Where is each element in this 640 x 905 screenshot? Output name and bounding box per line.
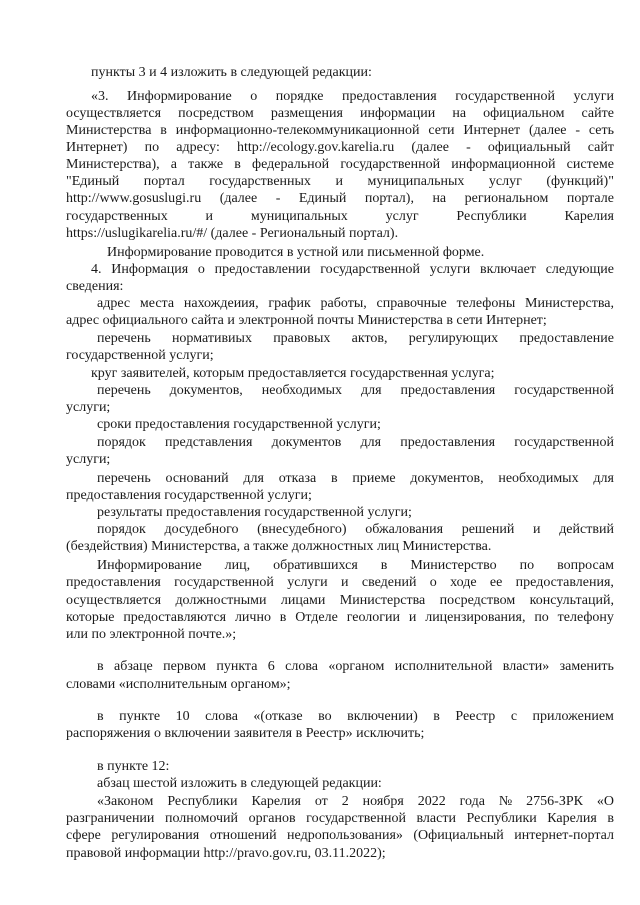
word: Карелия (564, 209, 614, 224)
word: о (197, 262, 205, 277)
word: государственной (174, 575, 274, 590)
word: официальный (487, 140, 571, 155)
word: (далее (411, 140, 449, 155)
word: информационной (451, 157, 556, 172)
word: (далее (219, 191, 258, 206)
text-line (97, 793, 614, 811)
word: и (533, 522, 541, 537)
word: информации (359, 106, 436, 121)
word: и (341, 575, 349, 590)
word: портал (143, 174, 185, 189)
word: заменить (559, 659, 614, 674)
text-line: услуги; (66, 400, 111, 415)
word: о (429, 575, 437, 590)
word: Информирование (97, 558, 202, 573)
word: http://ecology.gov.karelia.ru (237, 140, 395, 155)
word: Министерства (66, 123, 152, 138)
word: консультаций, (529, 593, 614, 608)
word: Карелия (251, 794, 301, 809)
word: оснований (165, 471, 229, 486)
word: 4. (91, 262, 102, 277)
word: включении) (347, 709, 418, 724)
word: лицензирования, (425, 610, 526, 625)
word: от (314, 794, 328, 809)
word: «органом (328, 659, 385, 674)
word: телефону (557, 610, 614, 625)
word: нахождеиия, (183, 296, 259, 311)
word: в (97, 659, 104, 674)
word: правовых (273, 331, 331, 346)
word: "Единый (66, 174, 120, 189)
word: по (534, 610, 549, 625)
word: государственной (514, 383, 614, 398)
word: обратившихся (273, 558, 358, 573)
text-line (66, 574, 614, 592)
word: приложением (532, 709, 614, 724)
word: адрес (97, 296, 131, 311)
text-line (97, 470, 614, 488)
word: «О (596, 794, 614, 809)
word: органов (248, 811, 296, 826)
word: портале (566, 191, 614, 206)
word: представления (165, 435, 253, 450)
word: муниципальных (367, 174, 465, 189)
word: включает (480, 262, 536, 277)
word: предоставляются (123, 610, 227, 625)
word: обжалования (365, 522, 444, 537)
text-line (97, 658, 614, 676)
text-line: словами «исполнительным органом»; (66, 677, 291, 692)
word: 2756-ЗРК (526, 794, 583, 809)
word: сайт (587, 140, 614, 155)
word: досудебного (164, 522, 239, 537)
word: Информирование (127, 89, 232, 104)
word: в (234, 157, 241, 172)
text-line: государственной услуги; (66, 348, 214, 363)
word: пункта (216, 659, 258, 674)
word: услуг (385, 209, 419, 224)
word: услуги (573, 89, 614, 104)
word: в (279, 610, 287, 625)
word: портал), (364, 191, 414, 206)
word: (внесудебного) (257, 522, 347, 537)
word: в (97, 709, 104, 724)
word: перечень (97, 331, 151, 346)
text-line: сведения: (66, 279, 124, 294)
word: на (452, 106, 467, 121)
word: Карелия (547, 811, 597, 826)
word: по (144, 140, 160, 155)
word: в (330, 471, 338, 486)
word: официальном (483, 106, 565, 121)
word: Отделе (295, 610, 338, 625)
text-line (66, 190, 614, 208)
word: недропользования» (287, 828, 403, 843)
word: адресу: (176, 140, 220, 155)
word: системе (566, 157, 614, 172)
word: порядок (97, 435, 146, 450)
word: предоставления, (515, 575, 614, 590)
word: власти (416, 811, 456, 826)
word: места (139, 296, 175, 311)
word: в (160, 123, 167, 138)
word: - (466, 140, 471, 155)
text-line (97, 330, 614, 348)
word: Министерства (339, 593, 426, 608)
word: федеральной (252, 157, 330, 172)
word: работы, (320, 296, 367, 311)
word: в (433, 709, 440, 724)
text-line: правовой информации http://pravo.gov.ru, 03.11.2022); (66, 846, 386, 861)
word: должностными (175, 593, 267, 608)
word: порядок (97, 522, 146, 537)
word: которые (66, 610, 115, 625)
text-line (97, 521, 614, 539)
word: и (205, 209, 214, 224)
word: осуществляется (66, 593, 162, 608)
word: отношений (209, 828, 277, 843)
word: телефоны (456, 296, 516, 311)
text-line (66, 810, 614, 828)
word: (функций)" (546, 174, 614, 189)
word: Республики (167, 794, 238, 809)
word: первом (163, 659, 206, 674)
word: нормативиых (171, 331, 252, 346)
word: вопросам (557, 558, 614, 573)
word: (далее (528, 123, 567, 138)
text-line: результаты предоставления государственной услуги; (97, 505, 412, 520)
text-line: услуги; (66, 452, 111, 467)
word: для (360, 383, 382, 398)
word: перечень (97, 471, 151, 486)
word: Министерства), (66, 157, 160, 172)
word: государственной (306, 811, 406, 826)
word: следующие (545, 262, 614, 277)
word: во (318, 709, 332, 724)
word: Республики (456, 209, 527, 224)
word: Республики (466, 811, 537, 826)
word: 2 (341, 794, 349, 809)
word: http://www.gosuslugi.ru (66, 191, 202, 206)
word: Информация (111, 262, 189, 277)
word: ноября (362, 794, 404, 809)
word: государственных (209, 174, 311, 189)
word: в (380, 558, 388, 573)
word: - (275, 191, 281, 206)
word: региональном (464, 191, 549, 206)
text-line (66, 156, 614, 174)
text-line: круг заявителей, которым предоставляется государственная услуга; (91, 366, 495, 381)
word: для (360, 435, 382, 450)
word: приеме (352, 471, 396, 486)
word: услуги (429, 262, 471, 277)
word: абзаце (113, 659, 153, 674)
word: решений (461, 522, 515, 537)
word: услуги (287, 575, 328, 590)
word: Интернет (463, 123, 521, 138)
text-line: в пункте 12: (97, 759, 170, 774)
word: ходе (450, 575, 477, 590)
word: справочные (376, 296, 447, 311)
text-line (66, 173, 614, 191)
text-line (66, 105, 614, 123)
word: интернет-портал (514, 828, 614, 843)
word: ее (489, 575, 503, 590)
word: документов, (410, 471, 484, 486)
word: Интернет) (66, 140, 128, 155)
text-line (97, 434, 614, 452)
word: Министерства, (525, 296, 614, 311)
word: слова (285, 659, 318, 674)
word: необходимых (498, 471, 579, 486)
word: а (170, 157, 177, 172)
word: посредством (439, 593, 516, 608)
word: (Официальный (413, 828, 504, 843)
word: полномочий (164, 811, 239, 826)
text-line (97, 708, 614, 726)
text-line (66, 208, 614, 226)
word: осуществляется (66, 106, 162, 121)
word: регулирующих (408, 331, 499, 346)
word: информационно-телекоммуникационной (175, 123, 420, 138)
word: для (593, 471, 614, 486)
word: лицами (280, 593, 326, 608)
word: слова (205, 709, 238, 724)
word: государственных (66, 209, 168, 224)
text-line: (бездействия) Министерства, а также должностных лиц Министерства. (66, 539, 492, 554)
word: государственной (455, 89, 556, 104)
word: государственной (320, 262, 421, 277)
word: и (335, 174, 343, 189)
word: предоставлении (214, 262, 311, 277)
word: сфере (66, 828, 101, 843)
word: сайте (581, 106, 614, 121)
word: «(отказе (253, 709, 303, 724)
text-line: распоряжения о включении заявителя в Реестр» исключить; (66, 726, 425, 741)
text-line (66, 592, 614, 610)
word: в (607, 811, 614, 826)
text-line (97, 382, 614, 400)
text-line (97, 295, 614, 313)
word: актов, (351, 331, 388, 346)
word: - (575, 123, 581, 138)
word: лиц, (224, 558, 251, 573)
word: документов, (169, 383, 243, 398)
word: на (432, 191, 447, 206)
word: предоставления (400, 435, 496, 450)
word: о (250, 89, 258, 104)
word: услуг (488, 174, 522, 189)
word: сети (428, 123, 455, 138)
word: перечень (97, 383, 151, 398)
word: пункте (119, 709, 161, 724)
word: «Законом (97, 794, 154, 809)
word: предоставление (519, 331, 614, 346)
text-line: абзац шестой изложить в следующей редакции: (97, 776, 382, 791)
text-line: или по электронной почте.»; (66, 627, 237, 642)
word: также (188, 157, 224, 172)
word: для (243, 471, 264, 486)
word: исполнительной (394, 659, 493, 674)
text-line: пункты 3 и 4 изложить в следующей редакции: (91, 65, 372, 80)
word: график (268, 296, 311, 311)
word: «3. (91, 89, 109, 104)
word: по (519, 558, 535, 573)
text-line (91, 261, 614, 279)
word: муниципальных (250, 209, 348, 224)
word: предоставления (341, 89, 437, 104)
word: сеть (588, 123, 614, 138)
word: 10 (175, 709, 190, 724)
word: Министерство (410, 558, 497, 573)
text-line (97, 557, 614, 575)
word: необходимых (261, 383, 343, 398)
text-line (66, 827, 614, 845)
word: лично (234, 610, 271, 625)
text-line: адрес официального сайта и электронной почты Министерства в сети Интернет; (66, 313, 547, 328)
word: отказа (278, 471, 317, 486)
text-line: https://uslugikarelia.ru/#/ (далее - Региональный портал). (66, 226, 399, 241)
word: порядке (275, 89, 324, 104)
text-line: Информирование проводится в устной или письменной форме. (107, 245, 485, 260)
word: Единый (298, 191, 347, 206)
word: и (408, 610, 417, 625)
word: сведений (361, 575, 417, 590)
word: посредством (178, 106, 254, 121)
word: государственной (514, 435, 614, 450)
word: размещения (270, 106, 343, 121)
text-line (91, 88, 614, 106)
text-line (66, 609, 614, 627)
text-line: сроки предоставления государственной услуги; (97, 417, 381, 432)
word: года (459, 794, 485, 809)
word: власти» (502, 659, 550, 674)
word: № (498, 794, 513, 809)
word: регулирования (111, 828, 200, 843)
word: 6 (267, 659, 275, 674)
word: предоставления (400, 383, 496, 398)
word: с (510, 709, 518, 724)
text-line (66, 122, 614, 140)
word: разграничении (66, 811, 155, 826)
text-line: предоставления государственной услуги; (66, 488, 312, 503)
word: геологии (346, 610, 401, 625)
word: государственной (340, 157, 441, 172)
word: 2022 (417, 794, 446, 809)
word: Реестр (455, 709, 496, 724)
text-line (66, 139, 614, 157)
word: предоставления (66, 575, 161, 590)
word: действий (559, 522, 614, 537)
word: документов (271, 435, 342, 450)
